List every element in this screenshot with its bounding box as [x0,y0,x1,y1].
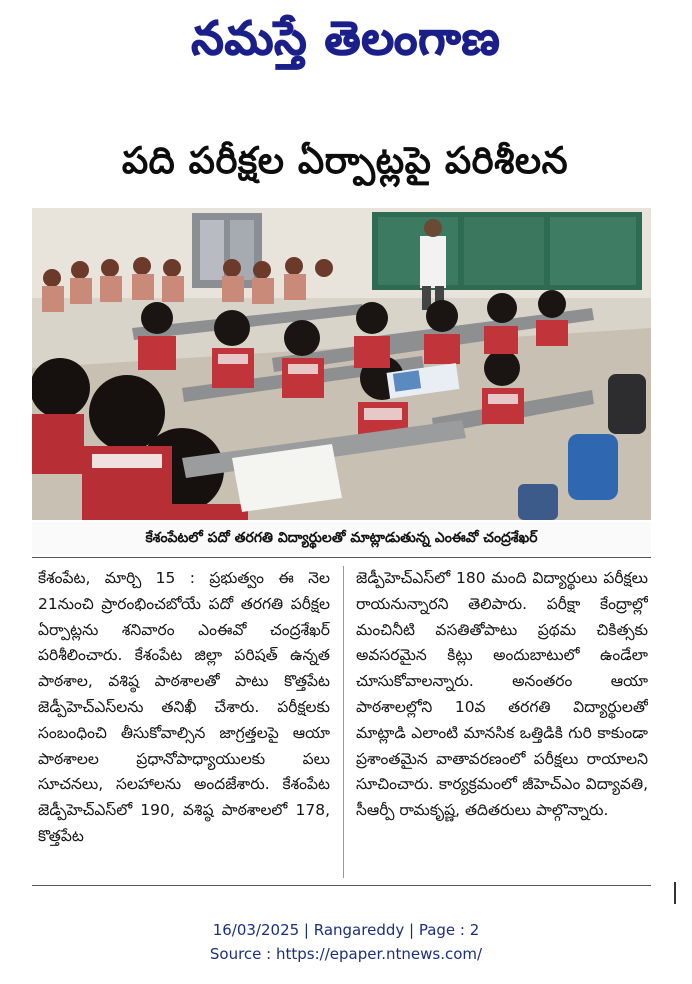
masthead-title: నమస్తే తెలంగాణ [191,11,501,65]
article-body-right-column: జెడ్పీహెచ్ఎస్‌లో 180 మంది విద్యార్థులు పరీక్షలు రాయనున్నారని తెలిపారు. పరీక్షా కేంద్రాల్లో మంచినీటి వసతితోపాటు ప్రథమ చికిత్సకు అవసరమైన కిట్లు అందుబాటులో ఉండేలా చూసుకోవాలన్నారు. అనంతరం ఆయా పాఠశాలల్లోని 10వ తరగతి విద్యార్థులతో మాట్లాడి ఎలాంటి మానసిక ఒత్తిడికి గురి కాకుండా ప్రశాంతమైన వాతావరణంలో పరీక్షలు రాయాలని సూచించారు. కార్యక్రమంలో జీహెచ్ఎం విద్యావతి, సీఆర్పీ రామకృష్ణ, తదితరులు పాల్గొన్నారు. [356,569,648,820]
classroom-photo-illustration [32,208,651,520]
divider-top [32,557,651,558]
photo-caption: కేశంపేటలో పదో తరగతి విద్యార్థులతో మాట్లాడుతున్న ఎంఈవో చంద్రశేఖర్ [32,522,651,554]
article-headline: పది పరీక్షల ఏర్పాట్లపై పరిశీలన [121,139,569,182]
footer-source-line: Source : https://epaper.ntnews.com/ [209,945,483,963]
article-body-left-column: కేశంపేట, మార్చి 15 : ప్రభుత్వం ఈ నెల 21నుంచి ప్రారంభించబోయే పదో తరగతి పరీక్షల ఏర్పాట్లను శనివారం ఎంఈవో చంద్రశేఖర్ పరిశీలించారు. కేశంపేట జిల్లా పరిషత్ ఉన్నత పాఠశాల, వశిష్ఠ పాఠశాలతో పాటు కొత్తపేట జెడ్పీహెచ్ఎస్‌లను తనిఖీ చేశారు. పరీక్షలకు సంబంధించి తీసుకోవాల్సిన జాగ్రత్తలపై ఆయా పాఠశాలల ప్రధానోపాధ్యాయులకు పలు సూచనలు, సలహాలను అందజేశారు. కేశంపేట జెడ్పీహెచ్ఎస్‌లో 190, వశిష్ఠ పాఠశాలలో 178, కొత్తపేట [38,569,330,845]
footer [0,918,692,966]
classroom-photo [32,208,651,520]
page-edge-mark [674,882,676,904]
divider-bottom [32,885,651,886]
footer-date-page-line: 16/03/2025 | Rangareddy | Page : 2 [212,921,480,939]
column-separator [343,566,344,878]
